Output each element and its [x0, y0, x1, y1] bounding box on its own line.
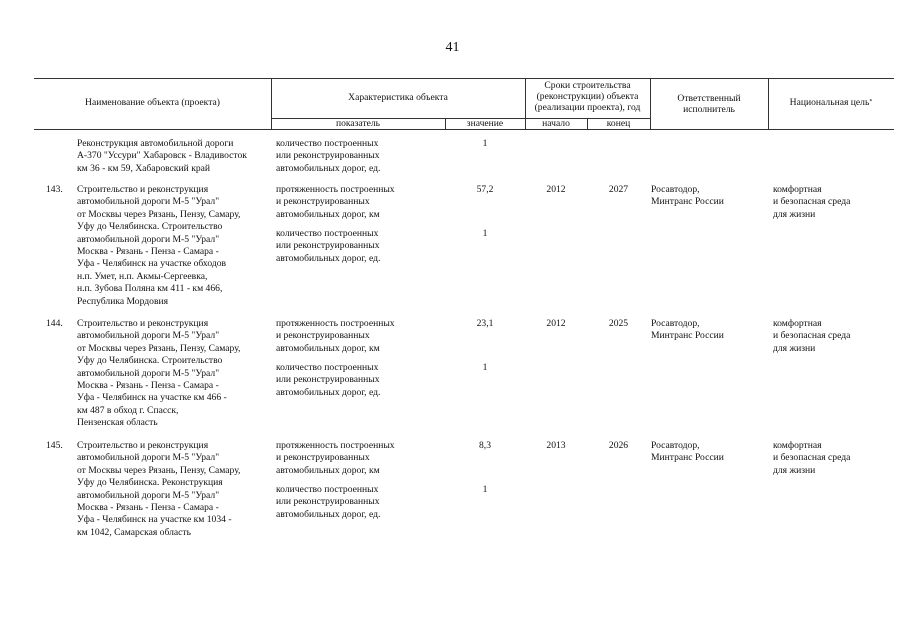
row-145-goal: комфортная и безопасная среда для жизни — [773, 440, 851, 476]
table-top-border — [34, 78, 894, 79]
row-145-value-1: 8,3 — [479, 440, 491, 451]
row-143-name: Строительство и реконструкция автомобильной дороги М-5 "Урал" от Москвы через Рязань, Пензу, Самару, Уфу до Челябинска. Строительство автомобильной дороги М-5 "Урал" Москва - Рязань - Пенза - Самара - Уфа - Челябинск на участке обходов н.п. Умет, н.п. Акмы-Сергеевка, н.п. Зубова Поляна км 411 - км 466, Республика Мордовия — [77, 184, 241, 307]
row-143-indicator-2: количество построенных или реконструированных автомобильных дорог, ед. — [276, 228, 381, 264]
row-143-indicator-1: протяженность построенных и реконструированных автомобильных дорог, км — [276, 184, 395, 220]
row-143-number: 143. — [46, 184, 63, 195]
header-characteristic: Характеристика объекта — [348, 92, 448, 103]
row-144-value-2: 1 — [482, 362, 488, 373]
header-terms: Сроки строительства (реконструкции) объекта (реализации проекта), год — [534, 80, 641, 113]
row-143-start: 2012 — [546, 184, 566, 195]
row-144-start: 2012 — [546, 318, 566, 329]
subheader-value: значение — [466, 118, 504, 129]
row-143-responsible: Росавтодор, Минтранс России — [651, 184, 724, 208]
row-143-goal: комфортная и безопасная среда для жизни — [773, 184, 851, 220]
subheader-start: начало — [542, 118, 570, 129]
header-name: Наименование объекта (проекта) — [85, 97, 220, 108]
subheader-end: конец — [606, 118, 631, 129]
header-goal-mark: * — [869, 99, 873, 105]
row-144-goal: комфортная и безопасная среда для жизни — [773, 318, 851, 354]
row-145-end: 2026 — [608, 440, 629, 451]
row-144-indicator-2: количество построенных или реконструированных автомобильных дорог, ед. — [276, 362, 381, 398]
row-0-value-1: 1 — [482, 138, 488, 149]
page-number: 41 — [445, 40, 460, 55]
row-145-responsible: Росавтодор, Минтранс России — [651, 440, 724, 464]
subheader-indicator: показатель — [335, 118, 381, 129]
row-144-responsible: Росавтодор, Минтранс России — [651, 318, 724, 342]
row-145-name: Строительство и реконструкция автомобильной дороги М-5 "Урал" от Москвы через Рязань, Пензу, Самару, Уфу до Челябинска. Реконструкция автомобильной дороги М-5 "Урал" Москва - Рязань - Пенза - Самара - Уфа - Челябинск на участке км 1034 - км 1042, Самарская область — [77, 440, 241, 538]
header-responsible: Ответственный исполнитель — [677, 93, 741, 115]
row-144-number: 144. — [46, 318, 63, 329]
row-143-value-1: 57,2 — [476, 184, 494, 195]
row-0-name: Реконструкция автомобильной дороги А-370 "Уссури" Хабаровск - Владивосток км 36 - км 59, Хабаровский край — [77, 138, 247, 174]
row-143-value-2: 1 — [482, 228, 488, 239]
row-145-indicator-2: количество построенных или реконструированных автомобильных дорог, ед. — [276, 484, 381, 520]
row-144-indicator-1: протяженность построенных и реконструированных автомобильных дорог, км — [276, 318, 395, 354]
row-145-start: 2013 — [546, 440, 566, 451]
header-goal-label: Национальная цель — [789, 97, 870, 108]
row-144-name: Строительство и реконструкция автомобильной дороги М-5 "Урал" от Москвы через Рязань, Пензу, Самару, Уфу до Челябинска. Строительство автомобильной дороги М-5 "Урал" Москва - Рязань - Пенза - Самара - Уфа - Челябинск на участке км 466 - км 487 в обход г. Спасск, Пензенская область — [77, 318, 241, 429]
row-145-number: 145. — [46, 440, 63, 451]
row-144-end: 2025 — [608, 318, 629, 329]
row-143-end: 2027 — [608, 184, 629, 195]
row-145-indicator-1: протяженность построенных и реконструированных автомобильных дорог, км — [276, 440, 395, 476]
row-145-value-2: 1 — [482, 484, 488, 495]
header-bottom-border — [34, 129, 894, 130]
header-goal — [768, 97, 894, 108]
row-144-value-1: 23,1 — [476, 318, 494, 329]
row-0-indicator-1: количество построенных или реконструированных автомобильных дорог, ед. — [276, 138, 381, 174]
